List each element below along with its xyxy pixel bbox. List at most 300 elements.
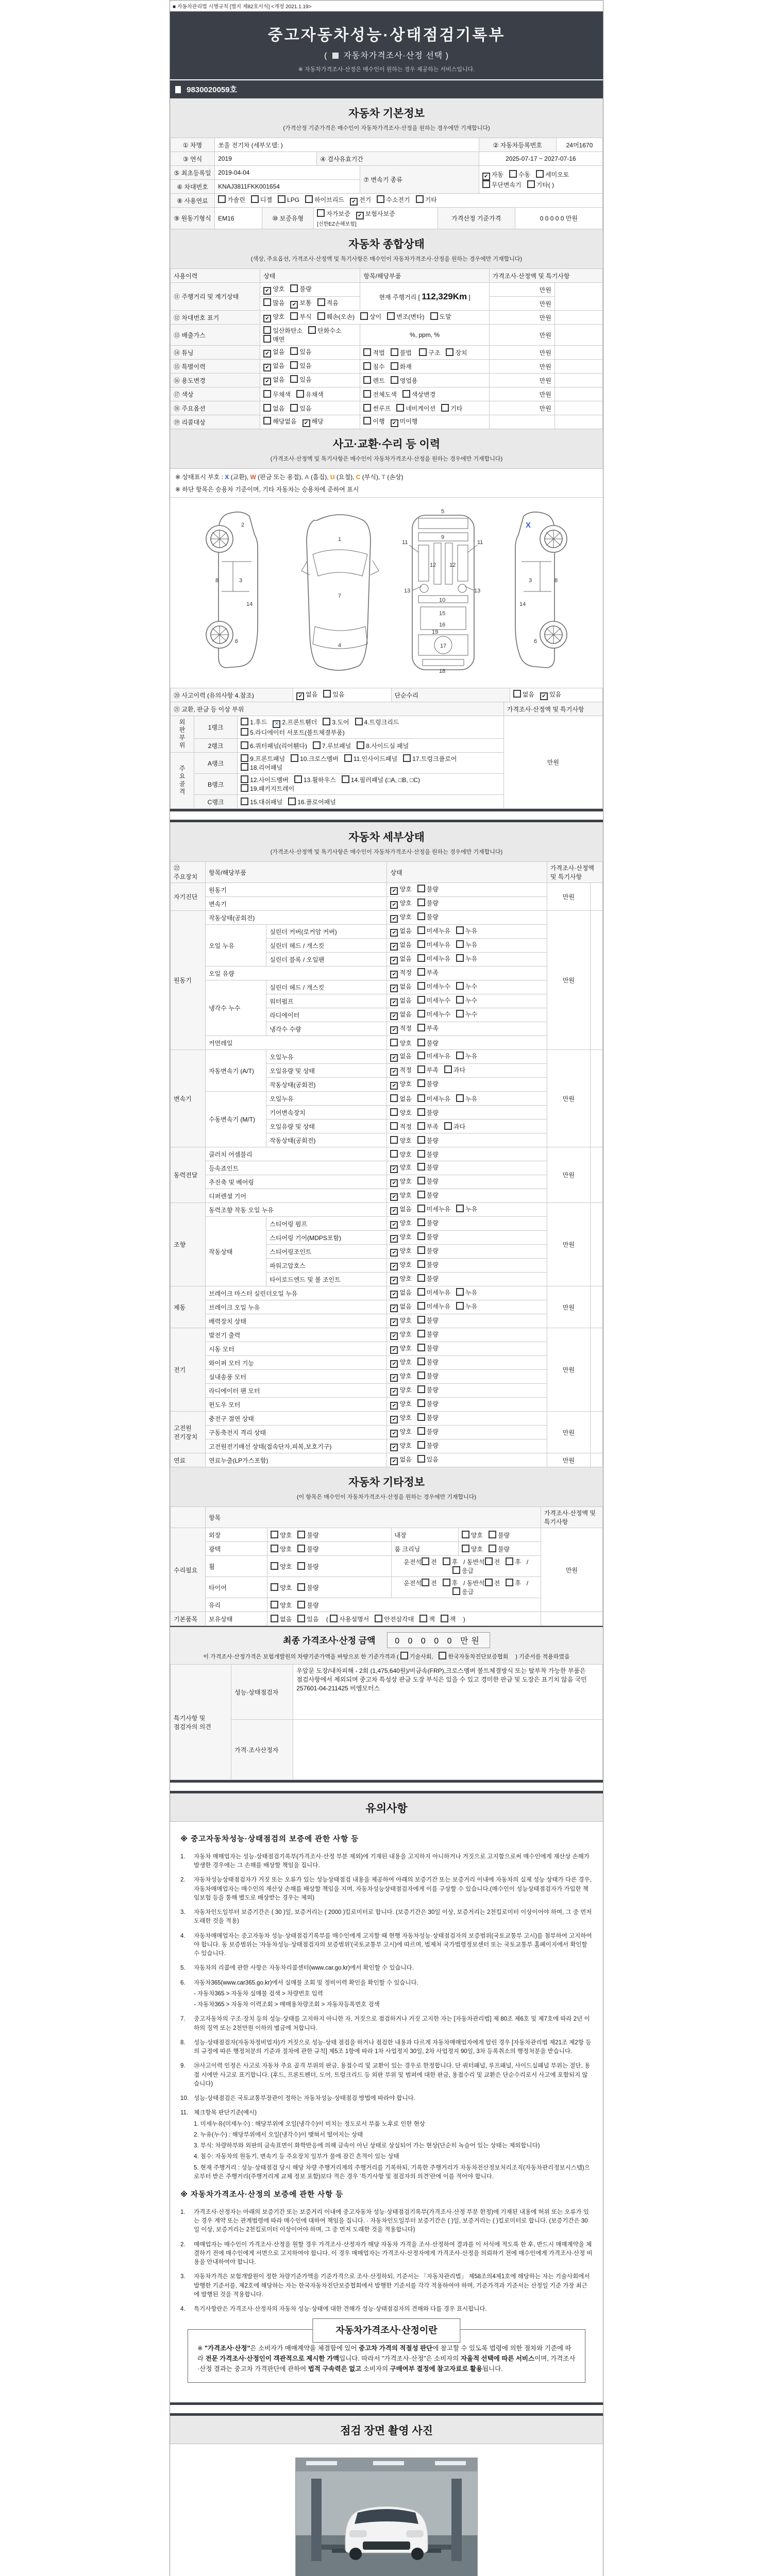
value-cell [479, 166, 602, 194]
value-cell: 만원 [547, 1328, 590, 1412]
table-row [171, 1556, 603, 1577]
checkbox: ✔ [296, 692, 304, 700]
option-label: 양호 [399, 1400, 412, 1408]
value-cell: 룸 크리닝 [391, 1542, 458, 1556]
text-segment: [신한EZ손해보험] [317, 222, 357, 227]
value-cell: 만원 [547, 1412, 590, 1453]
option [489, 1545, 510, 1553]
label-cell: ⑳ 사고이력 (유의사항 4.참조) [171, 688, 293, 702]
value-cell [267, 1612, 541, 1626]
label-cell: 항목/해당부품 [360, 269, 489, 283]
checkbox [422, 1557, 429, 1565]
checkbox [417, 1108, 425, 1116]
checkbox [513, 690, 521, 698]
option-label: 없음 [273, 348, 285, 355]
checkbox [417, 926, 425, 934]
label-cell: 항목/해당부품 [206, 862, 387, 883]
notice-item-text: 자동차365(www.car365.go.kr)에서 실매물 조회 및 정비이력 확인을 확인할 수 있습니다. [194, 1979, 418, 1986]
legend-code: U [330, 473, 335, 481]
value-cell [387, 1314, 547, 1328]
option [391, 417, 418, 427]
checkbox: ✔ [390, 1179, 398, 1187]
label-cell: ① 차명 [171, 138, 215, 152]
value-cell [387, 911, 547, 925]
section-title: 자동차 기타정보 [348, 1477, 425, 1488]
label-cell: ④ 검사유효기간 [317, 152, 479, 166]
value-cell: 만원 [503, 716, 602, 809]
option-label: 불량 [426, 1137, 439, 1144]
label-cell: 동력전달 [171, 1147, 206, 1203]
option [263, 375, 284, 385]
option [317, 209, 350, 218]
value-cell: %, ppm, % [360, 325, 489, 346]
label-cell: ⑰ 색상 [171, 387, 260, 401]
svg-text:7: 7 [338, 593, 342, 599]
table-row [171, 1189, 603, 1203]
checkbox [444, 1065, 452, 1073]
checkbox [419, 348, 427, 356]
option-label: 불량 [426, 1359, 439, 1366]
svg-text:8: 8 [554, 578, 558, 584]
option-label: 없음 [399, 997, 412, 1004]
value-cell [260, 311, 490, 325]
value-cell: 만원 [547, 911, 590, 1050]
checkbox: ✔ [390, 971, 398, 978]
value-cell: 2019 [215, 152, 317, 166]
text-segment: 112,329Km [422, 291, 467, 301]
option-label: 없음 [522, 691, 534, 698]
option [390, 996, 411, 1006]
option-label: 불량 [426, 1178, 439, 1185]
option [263, 404, 284, 413]
checkbox [506, 1579, 513, 1586]
option-label: 불량 [426, 1192, 439, 1199]
text-segment: ( [324, 1615, 330, 1623]
value-cell: 충전구 절연 상태 [206, 1412, 387, 1426]
value-cell [387, 1300, 547, 1314]
checkbox [263, 298, 271, 306]
value-cell: 등속죠인트 [206, 1161, 387, 1175]
text-segment: / [526, 1558, 529, 1566]
checkbox [416, 195, 424, 203]
label-cell: 단순수리 [391, 688, 510, 702]
value-cell: 브레이크 오일 누유 [206, 1300, 387, 1314]
value-cell [387, 1175, 547, 1189]
option-label: 응급 [462, 1588, 474, 1596]
value-cell [360, 283, 489, 311]
option-line [241, 754, 500, 763]
value-cell [260, 387, 360, 401]
checkbox [363, 404, 371, 412]
basic-info-table [170, 138, 603, 229]
option [390, 1218, 411, 1229]
label-cell: 제동 [171, 1286, 206, 1328]
option-label: 양호 [280, 1563, 292, 1570]
option-label: 미세누유 [426, 941, 451, 948]
checkbox [417, 954, 425, 962]
value-cell: 와이퍼 모터 기능 [206, 1356, 387, 1370]
option [271, 1583, 292, 1592]
checkbox [390, 1108, 398, 1116]
value-cell [238, 774, 504, 795]
value-cell [590, 1328, 602, 1412]
table-row [171, 1612, 603, 1626]
checkbox [417, 1385, 425, 1393]
checkbox [456, 940, 464, 948]
option-line [241, 775, 500, 784]
checkbox: ✔ [390, 1430, 398, 1437]
table-row [171, 311, 603, 325]
checkbox [290, 361, 298, 369]
option [390, 899, 411, 909]
option-label: 11.인사이드패널 [353, 755, 398, 762]
option [390, 1413, 411, 1423]
option [278, 195, 299, 204]
report-number: 9830020059호 [187, 86, 238, 94]
option-label: 보통 [299, 299, 312, 307]
notice-item-number: 1. [180, 1853, 186, 1860]
value-cell: 실린더 헤드 / 개스킷 [266, 939, 387, 953]
table-row [171, 1412, 603, 1426]
option [417, 1052, 450, 1060]
label-cell: ⑲ 리콜대상 [171, 415, 260, 429]
table-row [171, 1507, 603, 1528]
notice-item-text: 중고자동차의 구조·장치 등의 성능·상태를 고지하지 아니한 자, 거짓으로 점검하거나 거짓 고지한 자는 [자동차관리법] 제 80조 제6호 및 제7호에 따라 2년 이하의 징역 또는 2천만원 이하의 벌금에 처합니다. [194, 2016, 590, 2031]
checkbox [417, 1316, 425, 1324]
legend-prefix: ※ 상태표시 부호 : [175, 473, 225, 481]
option [218, 195, 245, 204]
value-cell: 자동변속기 (A/T) [206, 1050, 266, 1092]
checkbox [251, 195, 259, 203]
notice-item-number: 10. [180, 2095, 189, 2102]
checkbox: ✔ [390, 1402, 398, 1410]
checkbox [417, 1163, 425, 1171]
option [357, 741, 409, 750]
value-cell: 워터펌프 [266, 994, 387, 1008]
option-label: 부족 [426, 969, 439, 976]
value-cell [387, 1147, 547, 1161]
checkbox [439, 1652, 446, 1659]
checkbox [462, 1531, 469, 1538]
option-label: 누유 [465, 927, 478, 935]
option-label: 후 [451, 1558, 458, 1566]
label-cell: ② 자동차등록번호 [479, 138, 556, 152]
checkbox [417, 899, 425, 906]
checkbox: ✔ [263, 350, 271, 358]
svg-text:11: 11 [402, 539, 408, 546]
option-label: 과다 [453, 1066, 466, 1074]
option [313, 741, 351, 750]
option-label: 없음 [399, 941, 412, 948]
checkbox [271, 1601, 278, 1608]
legend-desc: (요철), [334, 473, 356, 481]
value-cell: 고전원전기배선 상태(접속단자,피복,보호기구) [206, 1439, 387, 1453]
value-cell: 라디에이터 팬 모터 [206, 1384, 387, 1398]
option [263, 390, 291, 399]
value-cell [387, 1064, 547, 1078]
value-cell: 발전기 출력 [206, 1328, 387, 1342]
table-row [171, 346, 603, 360]
value-cell: 만원 [489, 374, 554, 387]
option-label: 전 [494, 1558, 500, 1566]
checkbox [323, 718, 330, 725]
final-price-digits: 0 0 0 0 0 만원 [387, 1632, 490, 1648]
notice-sub-item: 2. 누유(누수) : 해당부위에서 오일(냉각수)이 맺혀서 떨어지는 상태 [194, 2131, 363, 2138]
svg-text:2: 2 [241, 522, 245, 528]
label-cell: ⑯ 용도변경 [171, 374, 260, 387]
value-cell: 냉각수 누수 [206, 980, 266, 1036]
checkbox: ✔ [390, 929, 398, 937]
option [417, 1094, 450, 1103]
value-cell [554, 283, 602, 311]
option [390, 1288, 411, 1298]
text-segment: / 동반석 [463, 1558, 485, 1566]
option-line [241, 763, 500, 772]
notice-item-number: 4. [180, 1933, 186, 1939]
notice-item [180, 1964, 593, 1973]
value-cell: 0 0 0 0 0 만원 [515, 208, 602, 229]
option-label: 3.도어 [332, 719, 349, 726]
option [263, 326, 303, 335]
value-cell [387, 1328, 547, 1342]
value-cell: 만원 [489, 297, 554, 311]
value-cell: 구동축전지 격리 상태 [206, 1426, 387, 1439]
option-label: 10.크로스멤버 [300, 755, 339, 762]
checkbox [417, 1232, 425, 1240]
checkbox [422, 1579, 429, 1586]
option [390, 1039, 411, 1047]
option-label: 불량 [426, 1345, 439, 1352]
notice-item [180, 2109, 593, 2181]
option-label: 무채색 [273, 391, 291, 398]
option-label: 양호 [280, 1584, 292, 1591]
checkbox [417, 1205, 425, 1212]
option-label: 없음 [280, 1615, 292, 1623]
subtitle-close: ) [445, 52, 449, 60]
label-cell: ⑨ 원동기형식 [171, 208, 215, 229]
option-label: 불량 [426, 913, 439, 921]
label-cell: 가격산정 기준가격 [438, 208, 515, 229]
checkbox [456, 926, 464, 934]
option-label: 불량 [497, 1531, 510, 1539]
value-cell [489, 415, 554, 429]
option-label: 적정 [399, 1123, 412, 1130]
data-table [170, 861, 603, 1467]
value-cell [387, 1453, 547, 1467]
value-cell [554, 415, 602, 429]
option [417, 912, 439, 921]
option-label: 불량 [426, 1261, 439, 1268]
table-row [171, 194, 603, 208]
checkbox [417, 1246, 425, 1254]
table-row [171, 1528, 603, 1542]
option-label: 보험사보증 [365, 210, 395, 217]
checkbox [263, 417, 271, 425]
checkbox [452, 1587, 460, 1595]
table-row [171, 862, 603, 883]
checkbox [317, 209, 325, 217]
notice-head-2: ※ 자동차가격조사·산정의 보증에 관한 사항 등 [180, 2191, 344, 2199]
checkbox [271, 1531, 278, 1538]
option [390, 1385, 411, 1396]
value-cell [260, 401, 360, 415]
option [456, 1052, 477, 1060]
checkbox [344, 754, 352, 762]
notice-item-text: 특기사항란은 가격조사·산정자의 자동차 성능·상태에 대한 견해가 성능·상태점검자의 견해와 다를 경우 표시합니다. [194, 2306, 487, 2312]
inspection-record-document [170, 0, 603, 2576]
svg-text:9: 9 [441, 534, 445, 540]
option [506, 1557, 521, 1566]
data-table [170, 151, 603, 166]
checkbox [290, 375, 298, 383]
value-cell [314, 208, 438, 229]
option [390, 1455, 411, 1465]
checkbox: ✔ [356, 212, 364, 219]
notice-item-number: 3. [180, 2274, 186, 2280]
option-label: 전 [494, 1580, 500, 1587]
option [241, 775, 289, 784]
option-label: 한국자동차진단보증협회 [448, 1654, 509, 1660]
value-cell [458, 1542, 541, 1556]
value-cell [458, 1528, 541, 1542]
option [443, 1579, 458, 1587]
option [355, 718, 399, 726]
svg-text:13: 13 [474, 588, 481, 594]
option [390, 1136, 411, 1145]
option-label: 훼손(오손) [326, 313, 355, 320]
value-cell [554, 325, 602, 346]
checkbox [263, 390, 271, 398]
checkbox [456, 1052, 464, 1059]
svg-text:14: 14 [519, 601, 526, 607]
option [363, 362, 384, 371]
value-cell: 실내송풍 모터 [206, 1370, 387, 1384]
option-label: 불량 [307, 1584, 319, 1591]
legend-desc: (판금 또는 용접), [256, 473, 305, 481]
option [271, 1562, 292, 1571]
final-price-band [170, 1626, 603, 1665]
notice-item-text: 가격조사·산정자는 아래의 보증기간 또는 보증거리 이내에 중고자동차 성능·상태점검기록부(가격조사·산정 부분 한정)에 기재된 내용에 허위 또는 오류가 있는 경우 계약 또는 관계법령에 따라 매수인에 대하여 책임을 집니다. · 자동차인도일부터 보증기간은 ( )일, 보증거리는 ( )킬로미터로 합니다. (보증기간은 30일 이상, 보증거리는 2천킬로미터 이상이어야 하며, 그 중 먼저 도래한 것을 적용합니다) [194, 2209, 589, 2233]
option-label: 양호 [399, 1359, 412, 1366]
checkbox [417, 912, 425, 920]
checkbox [305, 195, 313, 203]
notice-item-number: 9. [180, 2063, 186, 2070]
option-label: 불량 [426, 1414, 439, 1421]
option-label: 전 [430, 1558, 437, 1566]
option-label: 양호 [399, 1428, 412, 1435]
option-label: 있음 [426, 1456, 439, 1463]
section-title: 자동차 종합상태 [348, 239, 425, 250]
value-cell [387, 967, 547, 980]
option-label: 후 [515, 1558, 521, 1566]
legend-code: T [381, 473, 385, 481]
label-cell: ⑬ 배출가스 [171, 325, 260, 346]
option-label: 상이 [369, 313, 382, 320]
option [350, 195, 371, 206]
option-label: 양호 [399, 1414, 412, 1421]
checkbox [390, 1039, 398, 1046]
checkbox: ✔ [263, 364, 271, 371]
option-label: 양호 [399, 1178, 412, 1185]
table-row [171, 208, 603, 229]
checkbox [417, 1024, 425, 1031]
value-cell: 윈도우 모터 [206, 1398, 387, 1412]
option-label: 잭 [449, 1615, 456, 1623]
checkbox [290, 347, 298, 355]
option [390, 885, 411, 895]
value-cell [387, 1426, 547, 1439]
checkbox: ✔ [390, 985, 398, 992]
checkbox: ✔ [482, 173, 490, 180]
option [391, 362, 412, 371]
option [241, 763, 282, 772]
value-cell: 만원 [547, 1203, 590, 1286]
option [417, 1302, 450, 1311]
notice-sub-item: 3. 부식: 차량하부와 외판의 금속표면이 화학반응에 의해 금속이 아닌 상태로 상실되어 가는 현상(단순히 녹슬어 있는 상태는 제외합니다) [194, 2143, 540, 2149]
value-cell [260, 346, 360, 360]
checkbox [291, 754, 298, 762]
text-segment: "가격조사·산정" [204, 2345, 250, 2352]
option [417, 940, 450, 949]
label-cell: A랭크 [194, 753, 238, 774]
option-label: 양호 [399, 1137, 412, 1144]
option-label: 가솔린 [227, 196, 245, 204]
checkbox [456, 1288, 464, 1296]
option-label: 미세누수 [426, 1011, 451, 1018]
option [419, 1615, 435, 1623]
data-table [170, 702, 603, 809]
checkbox [390, 1122, 398, 1130]
option [417, 1108, 439, 1117]
option [390, 940, 411, 951]
table-row [171, 1542, 603, 1556]
label-cell: 원동기 [171, 911, 206, 1050]
value-cell [387, 1022, 547, 1036]
checkbox [417, 1191, 425, 1198]
value-cell: 냉각수 수량 [266, 1022, 387, 1036]
notice-sub-item: 5. 현재 주행거리 : 성능·상태점검 당시 해당 차량 주행거리계의 주행거리를 기록하되, 기록한 주행거리가 자동차전산정보처리조직(자동차관리정보시스템)으로부터 받은 주행거리(주행거리계 교체 정보 포함)보다 적은 경우 '특기사항 및 점검자의 의견'란에 이를 적어야 합니다. [194, 2164, 590, 2180]
option [297, 1545, 318, 1553]
section-title: 사고·교환·수리 등 이력 [332, 438, 441, 450]
option [390, 1260, 411, 1270]
value-cell [590, 1286, 602, 1328]
checkbox [417, 1455, 425, 1463]
notice-item-number: 1. [180, 2209, 186, 2215]
checkbox [297, 1531, 305, 1538]
option [390, 1079, 411, 1090]
option [417, 1205, 450, 1213]
option [417, 1260, 439, 1269]
option [241, 754, 285, 763]
value-cell: 만원 [489, 311, 554, 325]
checkbox [446, 348, 453, 356]
value-cell: 2019-04-04 [215, 166, 360, 180]
value-cell: 작동상태(공회전) [266, 1133, 387, 1147]
section-title: 점검 장면 촬영 사진 [340, 2425, 433, 2437]
option [377, 195, 410, 204]
checkbox [218, 195, 226, 203]
label-cell: 연료 [171, 1453, 206, 1467]
option [241, 718, 267, 726]
value-cell [387, 1245, 547, 1259]
option [417, 1024, 439, 1032]
notice-item-number: 7. [180, 2016, 186, 2023]
option [387, 312, 424, 321]
text-segment: ※ [197, 2345, 205, 2352]
table-row [171, 1398, 603, 1412]
option [263, 335, 284, 344]
notice-item-text: 체크항목 판단기준(예시) [194, 2110, 257, 2116]
